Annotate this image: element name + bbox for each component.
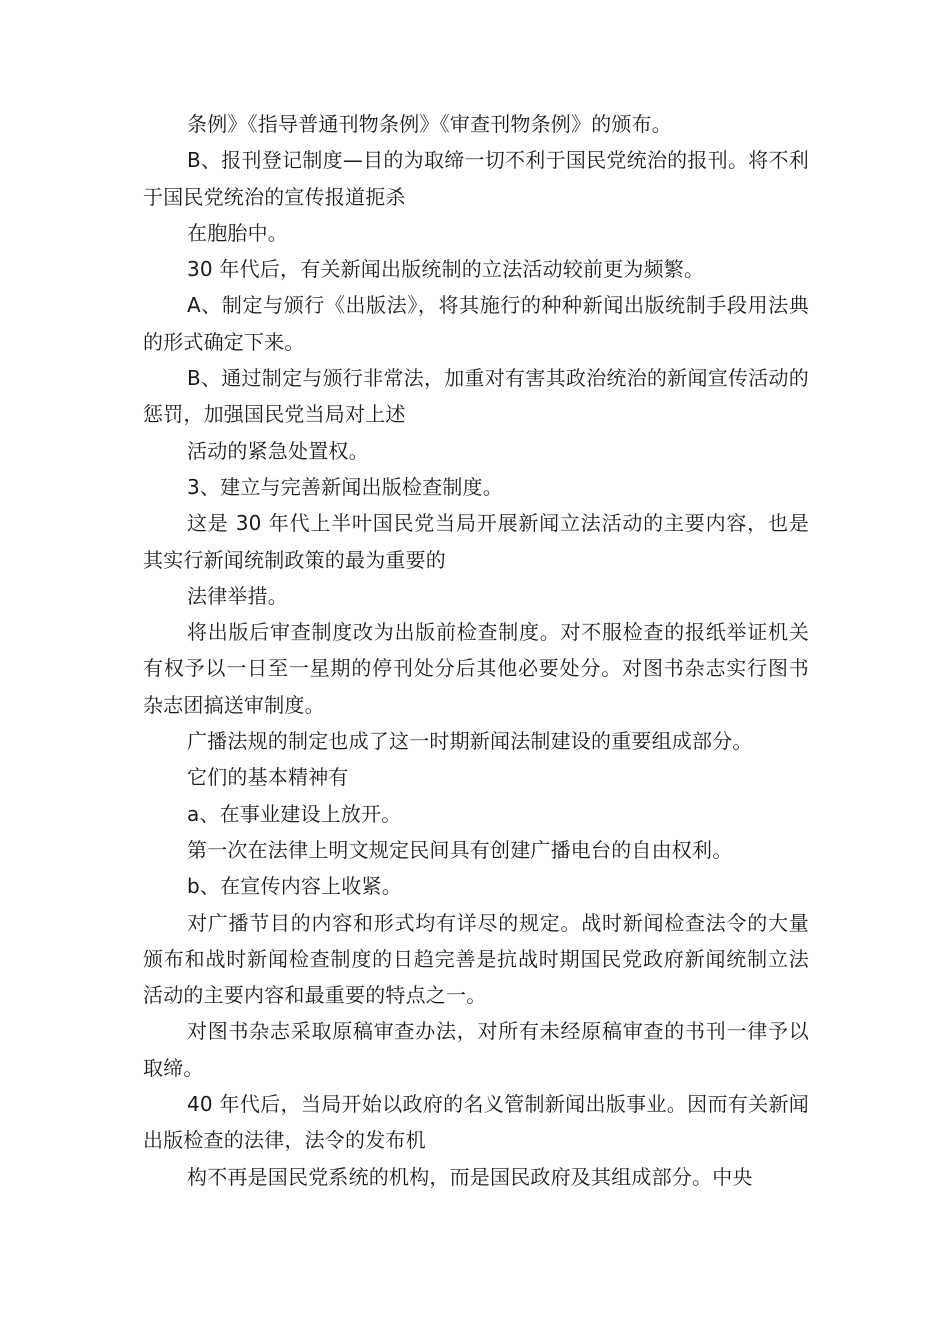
paragraph: 条例》《指导普通刊物条例》《审查刊物条例》的颁布。 <box>187 112 672 136</box>
paragraph: 在胞胎中。 <box>187 220 288 245</box>
paragraph: B、报刊登记制度—目的为取缔一切不利于国民党统治的报刊。将不利于国民党统治的宣传报道扼杀 <box>143 148 809 209</box>
paragraph: 这是 30 年代上半叶国民党当局开展新闻立法活动的主要内容，也是其实行新闻统制政策的最为重要的 <box>143 511 809 572</box>
paragraph: 对广播节目的内容和形式均有详尽的规定。战时新闻检查法令的大量颁布和战时新闻检查制度的日趋完善是抗战时期国民党政府新闻统制立法活动的主要内容和最重要的特点之一。 <box>143 910 809 1008</box>
paragraph: 40 年代后，当局开始以政府的名义管制新闻出版事业。因而有关新闻出版检查的法律，法令的发布机 <box>143 1092 809 1153</box>
paragraph: 广播法规的制定也成了这一时期新闻法制建设的重要组成部分。 <box>187 729 753 754</box>
paragraph: 构不再是国民党系统的机构，而是国民政府及其组成部分。中央 <box>187 1164 753 1189</box>
paragraph: 对图书杂志采取原稿审查办法，对所有未经原稿审查的书刊一律予以取缔。 <box>143 1019 809 1080</box>
paragraph: a、在事业建设上放开。 <box>187 801 402 826</box>
paragraph: B、通过制定与颁行非常法，加重对有害其政治统治的新闻宣传活动的惩罚，加强国民党当局对上述 <box>143 366 809 427</box>
paragraph: 活动的紧急处置权。 <box>187 438 369 463</box>
paragraph: b、在宣传内容上收紧。 <box>187 874 402 899</box>
paragraph: A、制定与颁行《出版法》，将其施行的种种新闻出版统制手段用法典的形式确定下来。 <box>143 293 809 354</box>
paragraph: 将出版后审查制度改为出版前检查制度。对不服检查的报纸举证机关有权予以一日至一星期的停刊处分后其他必要处分。对图书杂志实行图书杂志团搞送审制度。 <box>143 620 809 717</box>
document-body <box>143 106 809 1195</box>
paragraph: 30 年代后，有关新闻出版统制的立法活动较前更为频繁。 <box>187 257 705 282</box>
paragraph: 它们的基本精神有 <box>187 765 349 790</box>
paragraph: 法律举措。 <box>187 583 288 608</box>
paragraph: 3、建立与完善新闻出版检查制度。 <box>187 474 503 499</box>
paragraph: 第一次在法律上明文规定民间具有创建广播电台的自由权利。 <box>187 837 733 862</box>
